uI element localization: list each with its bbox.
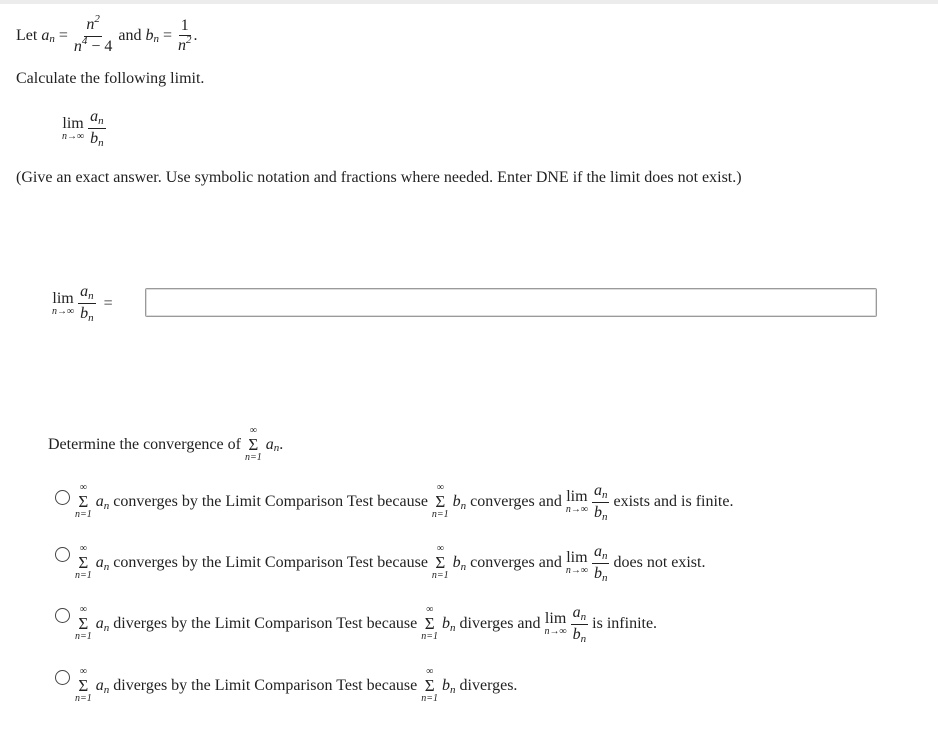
limit-operator: lim n→∞ <box>62 114 85 142</box>
option-4-radio[interactable] <box>55 670 70 685</box>
option-3-radio[interactable] <box>55 608 70 623</box>
b-symbol: b <box>145 27 154 44</box>
option-2-label[interactable]: ∞ Σ n=1 an converges by the Limit Comparison Test because ∞ Σ n=1 bn converges and lim n→∞ $\frac{an}{bn}$ does not exist. <box>75 542 706 584</box>
b-n-fraction: $\frac{1}{n^2}$ <box>178 16 192 54</box>
limit-expression <box>62 108 106 149</box>
a-symbol: a <box>41 27 50 44</box>
problem-statement: Let a n = $\frac{n^2}{n^4 - 4}$ and b n = $\frac{1}{n^2}$ . <box>16 12 198 55</box>
option-3-label[interactable]: ∞ Σ n=1 an diverges by the Limit Comparison Test because ∞ Σ n=1 bn diverges and lim n→∞ $\frac{an}{bn}$ is infinite. <box>75 603 658 645</box>
option-2-radio[interactable] <box>55 547 70 562</box>
option-1-label[interactable]: ∞ Σ n=1 an converges by the Limit Comparison Test because ∞ Σ n=1 bn converges and lim n→∞ $\frac{an}{bn}$ exists and is finite. <box>75 481 734 523</box>
and-label: and <box>118 27 142 44</box>
hint-text: (Give an exact answer. Use symbolic notation and fractions where needed. Enter DNE if the limit does not exist.) <box>16 169 742 186</box>
ratio-fraction: $\frac{an}{bn}$ <box>90 108 104 149</box>
option-1-radio[interactable] <box>55 490 70 505</box>
convergence-prompt: Determine the convergence of ∞ Σ n=1 a n . <box>48 425 284 463</box>
let-label: Let <box>16 27 38 44</box>
instruction-text: Calculate the following limit. <box>16 70 205 87</box>
answer-limit-expression: lim n→∞ $\frac{an}{bn}$ = <box>52 283 113 324</box>
a-n-fraction: $\frac{n^2}{n^4 - 4}$ <box>73 12 113 55</box>
option-4-label[interactable]: ∞ Σ n=1 an diverges by the Limit Comparison Test because ∞ Σ n=1 bn diverges. <box>75 666 518 704</box>
top-border <box>0 0 938 4</box>
sum-symbol: ∞ Σ n=1 <box>244 425 262 463</box>
limit-answer-input[interactable] <box>145 288 877 317</box>
